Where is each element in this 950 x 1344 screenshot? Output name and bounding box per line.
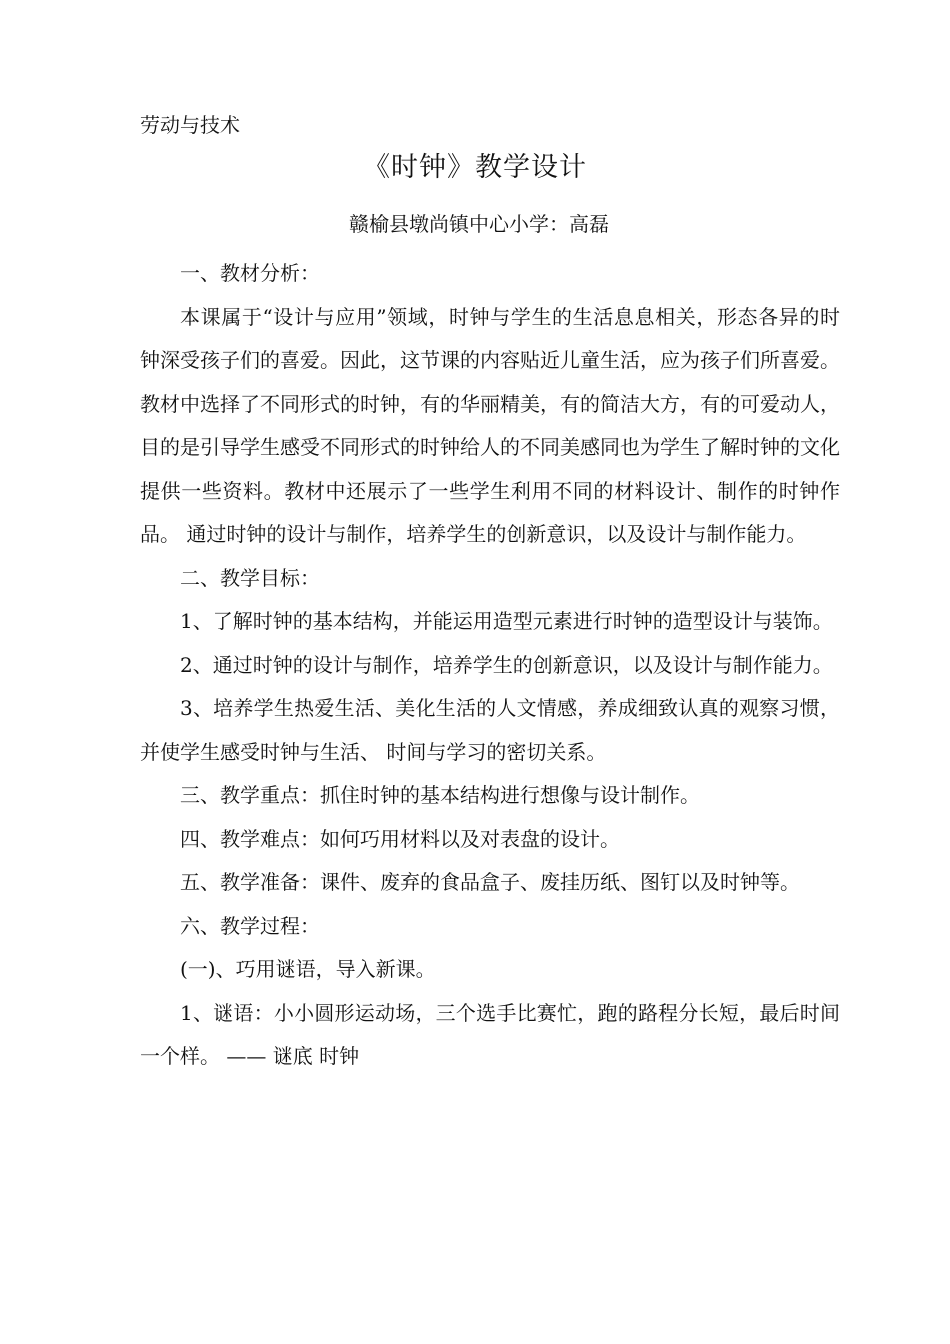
process-subheading-1: (一)、巧用谜语，导入新课。 [180, 957, 436, 981]
paragraph-textbook-analysis: 本课属于“设计与应用”领域，时钟与学生的生活息息相关，形态各异的时钟深受孩子们的喜爱。因此，这节课的内容贴近儿童生活，应为孩子们所喜爱。 教材中选择了不同形式的时钟，有的华丽精美，有的简洁大方，有的可爱动人，目的是引导学生感受不同形式的时钟给人的不同美感同也为学生了解时钟的文化提供一些资料。教材中还展示了一些学生利用不同的材料设计、制作的时钟作品。 通过时钟的设计与制作，培养学生的创新意识，以及设计与制作能力。 [140, 304, 840, 546]
objective-item-1: 1、了解时钟的基本结构，并能运用造型元素进行时钟的造型设计与装饰。 [180, 609, 833, 633]
objective-item-2: 2、通过时钟的设计与制作，培养学生的创新意识，以及设计与制作能力。 [180, 652, 833, 677]
author-line: 赣榆县墩尚镇中心小学：高磊 [349, 212, 609, 236]
process-item-1: 1、谜语：小小圆形运动场，三个选手比赛忙，跑的路程分长短，最后时间一个样。 —— 谜底 时钟 [140, 1000, 840, 1068]
section-heading-process: 六、教学过程： [180, 913, 320, 938]
document-title: 《时钟》教学设计 [363, 152, 587, 183]
section-heading-textbook-analysis: 一、教材分析： [180, 261, 320, 285]
section-key-points: 三、教学重点：抓住时钟的基本结构进行想像与设计制作。 [180, 783, 700, 807]
objective-item-3: 3、培养学生热爱生活、美化生活的人文情感，养成细致认真的观察习惯，并使学生感受时钟与生活、 时间与学习的密切关系。 [140, 696, 840, 764]
section-preparation: 五、教学准备：课件、废弃的食品盒子、废挂历纸、图钉以及时钟等。 [180, 870, 800, 894]
section-heading-objectives: 二、教学目标： [180, 565, 320, 590]
section-difficulties: 四、教学难点：如何巧用材料以及对表盘的设计。 [180, 826, 620, 851]
subject-label: 劳动与技术 [140, 113, 240, 137]
document-body [140, 252, 840, 1079]
